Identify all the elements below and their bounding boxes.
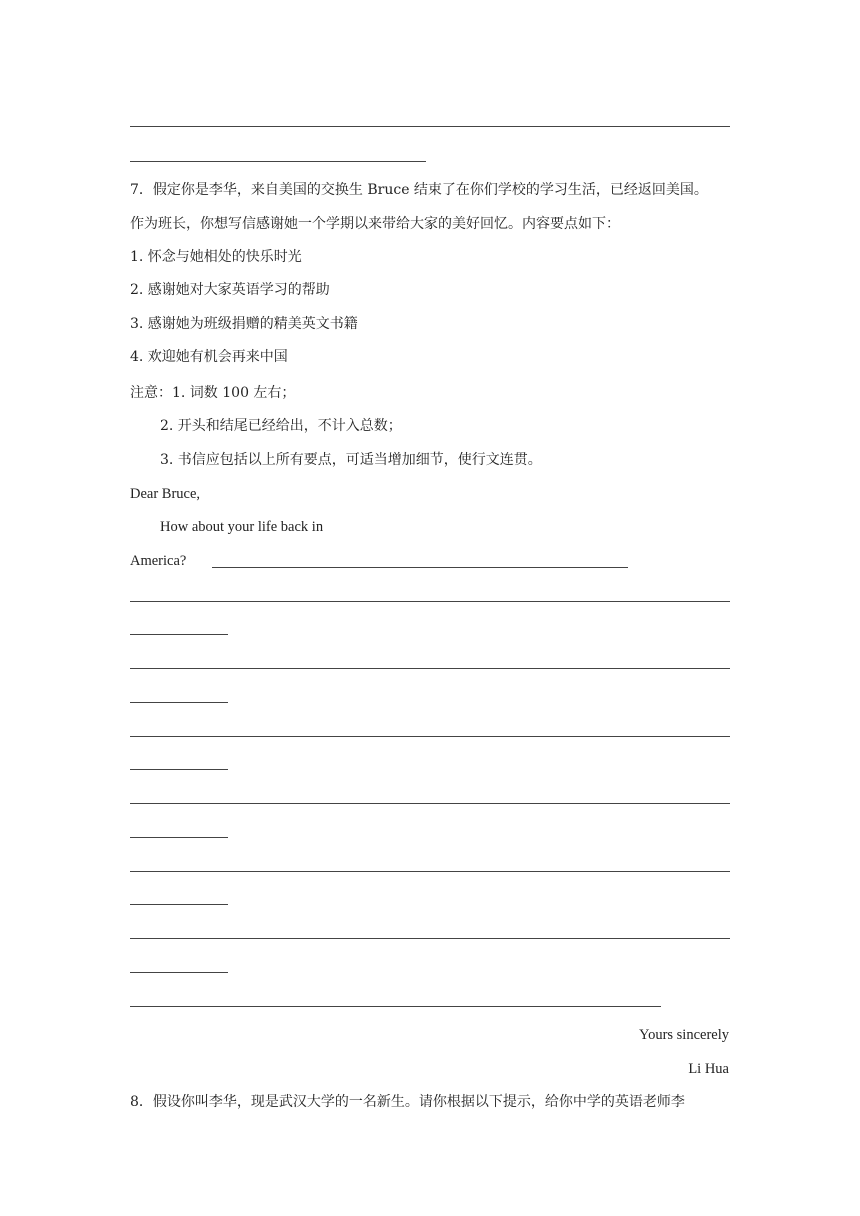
letter-opening-cont: America? [130,553,187,569]
task7-prompt-line2: 作为班长，你想写信感谢她一个学期以来带给大家的美好回忆。内容要点如下： [130,216,620,232]
task7-point-4: 4. 欢迎她有机会再来中国 [130,349,288,365]
writing-line[interactable] [130,938,730,939]
task7-prompt-line1: 7．假定你是李华，来自美国的交换生 Bruce 结束了在你们学校的学习生活，已经返回美国。 [130,182,708,198]
writing-line[interactable] [130,837,228,838]
task8-prompt-line1: 8．假设你叫李华，现是武汉大学的一名新生。请你根据以下提示，给你中学的英语老师李 [130,1094,685,1110]
writing-line[interactable] [130,702,228,703]
task7-note-1: 注意：1. 词数 100 左右； [130,385,296,401]
writing-line[interactable] [130,904,228,905]
letter-opening: How about your life back in [160,519,324,535]
writing-line[interactable] [130,803,730,804]
letter-closing: Yours sincerely [639,1027,729,1043]
task7-point-3: 3. 感谢她为班级捐赠的精美英文书籍 [130,316,358,332]
answer-line [130,161,426,162]
task7-note-3: 3. 书信应包括以上所有要点，可适当增加细节，使行文连贯。 [160,452,542,468]
task7-point-1: 1. 怀念与她相处的快乐时光 [130,249,302,265]
letter-signature: Li Hua [688,1061,729,1077]
writing-line[interactable] [130,601,730,602]
writing-line[interactable] [130,871,730,872]
writing-line[interactable] [130,769,228,770]
task7-point-2: 2. 感谢她对大家英语学习的帮助 [130,282,330,298]
writing-line[interactable] [212,567,628,568]
writing-line[interactable] [130,736,730,737]
writing-line[interactable] [130,972,228,973]
task7-note-2: 2. 开头和结尾已经给出，不计入总数； [160,418,402,434]
writing-line[interactable] [130,634,228,635]
writing-line[interactable] [130,1006,661,1007]
writing-line[interactable] [130,668,730,669]
letter-greeting: Dear Bruce, [130,486,201,502]
answer-line [130,126,730,127]
